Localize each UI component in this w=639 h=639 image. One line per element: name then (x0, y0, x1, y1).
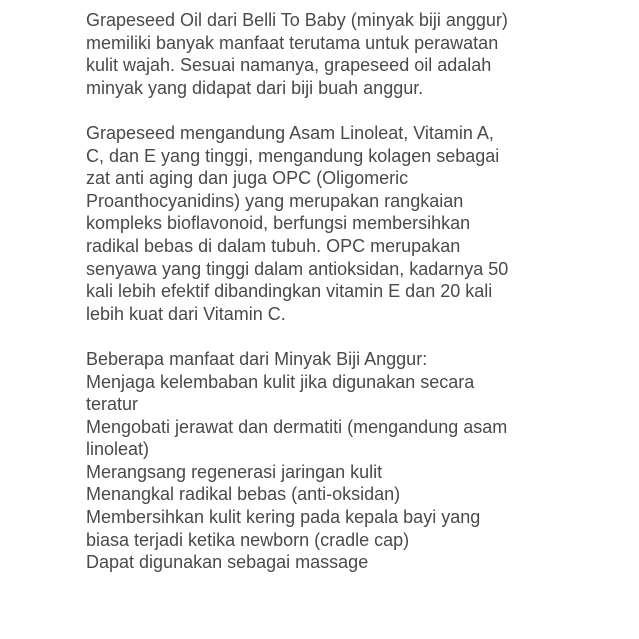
benefit-line: Menangkal radikal bebas (anti-oksidan) (86, 484, 401, 505)
benefit-line: Membersihkan kulit kering pada kepala bayi yang (86, 507, 481, 528)
text-line: minyak yang didapat dari biji buah anggur. (86, 77, 424, 98)
text-line: zat anti aging dan juga OPC (Oligomeric (86, 168, 409, 189)
text-line: Grapeseed mengandung Asam Linoleat, Vitamin A, (86, 122, 494, 143)
text-line: kompleks bioflavonoid, berfungsi membersihkan (86, 213, 471, 234)
text-line: kulit wajah. Sesuai namanya, grapeseed oil adalah (86, 55, 492, 76)
text-line: senyawa yang tinggi dalam antioksidan, kadarnya 50 (86, 258, 509, 279)
benefit-line: teratur (86, 394, 139, 415)
text-line: radikal bebas di dalam tubuh. OPC merupakan (86, 235, 461, 256)
intro-paragraph (86, 9, 626, 99)
text-line: Proanthocyanidins) yang merupakan rangkaian (86, 190, 464, 211)
benefit-line: Merangsang regenerasi jaringan kulit (86, 461, 383, 482)
benefit-line: Dapat digunakan sebagai massage (86, 552, 369, 573)
ingredients-paragraph (86, 122, 626, 325)
text-line: memiliki banyak manfaat terutama untuk perawatan (86, 32, 499, 53)
benefits-paragraph (86, 348, 626, 574)
text-line: C, dan E yang tinggi, mengandung kolagen sebagai (86, 145, 500, 166)
text-line: lebih kuat dari Vitamin C. (86, 303, 286, 324)
benefit-line: Mengobati jerawat dan dermatiti (mengandung asam (86, 416, 508, 437)
benefit-line: Menjaga kelembaban kulit jika digunakan secara (86, 371, 475, 392)
paragraph-gap (86, 99, 626, 122)
paragraph-gap (86, 325, 626, 348)
article-text (86, 9, 626, 574)
benefit-line: biasa terjadi ketika newborn (cradle cap) (86, 529, 410, 550)
text-line: Grapeseed Oil dari Belli To Baby (minyak biji anggur) (86, 10, 508, 30)
text-line: kali lebih efektif dibandingkan vitamin E dan 20 kali (86, 281, 493, 302)
benefits-heading: Beberapa manfaat dari Minyak Biji Anggur: (86, 348, 428, 369)
benefit-line: linoleat) (86, 439, 150, 460)
